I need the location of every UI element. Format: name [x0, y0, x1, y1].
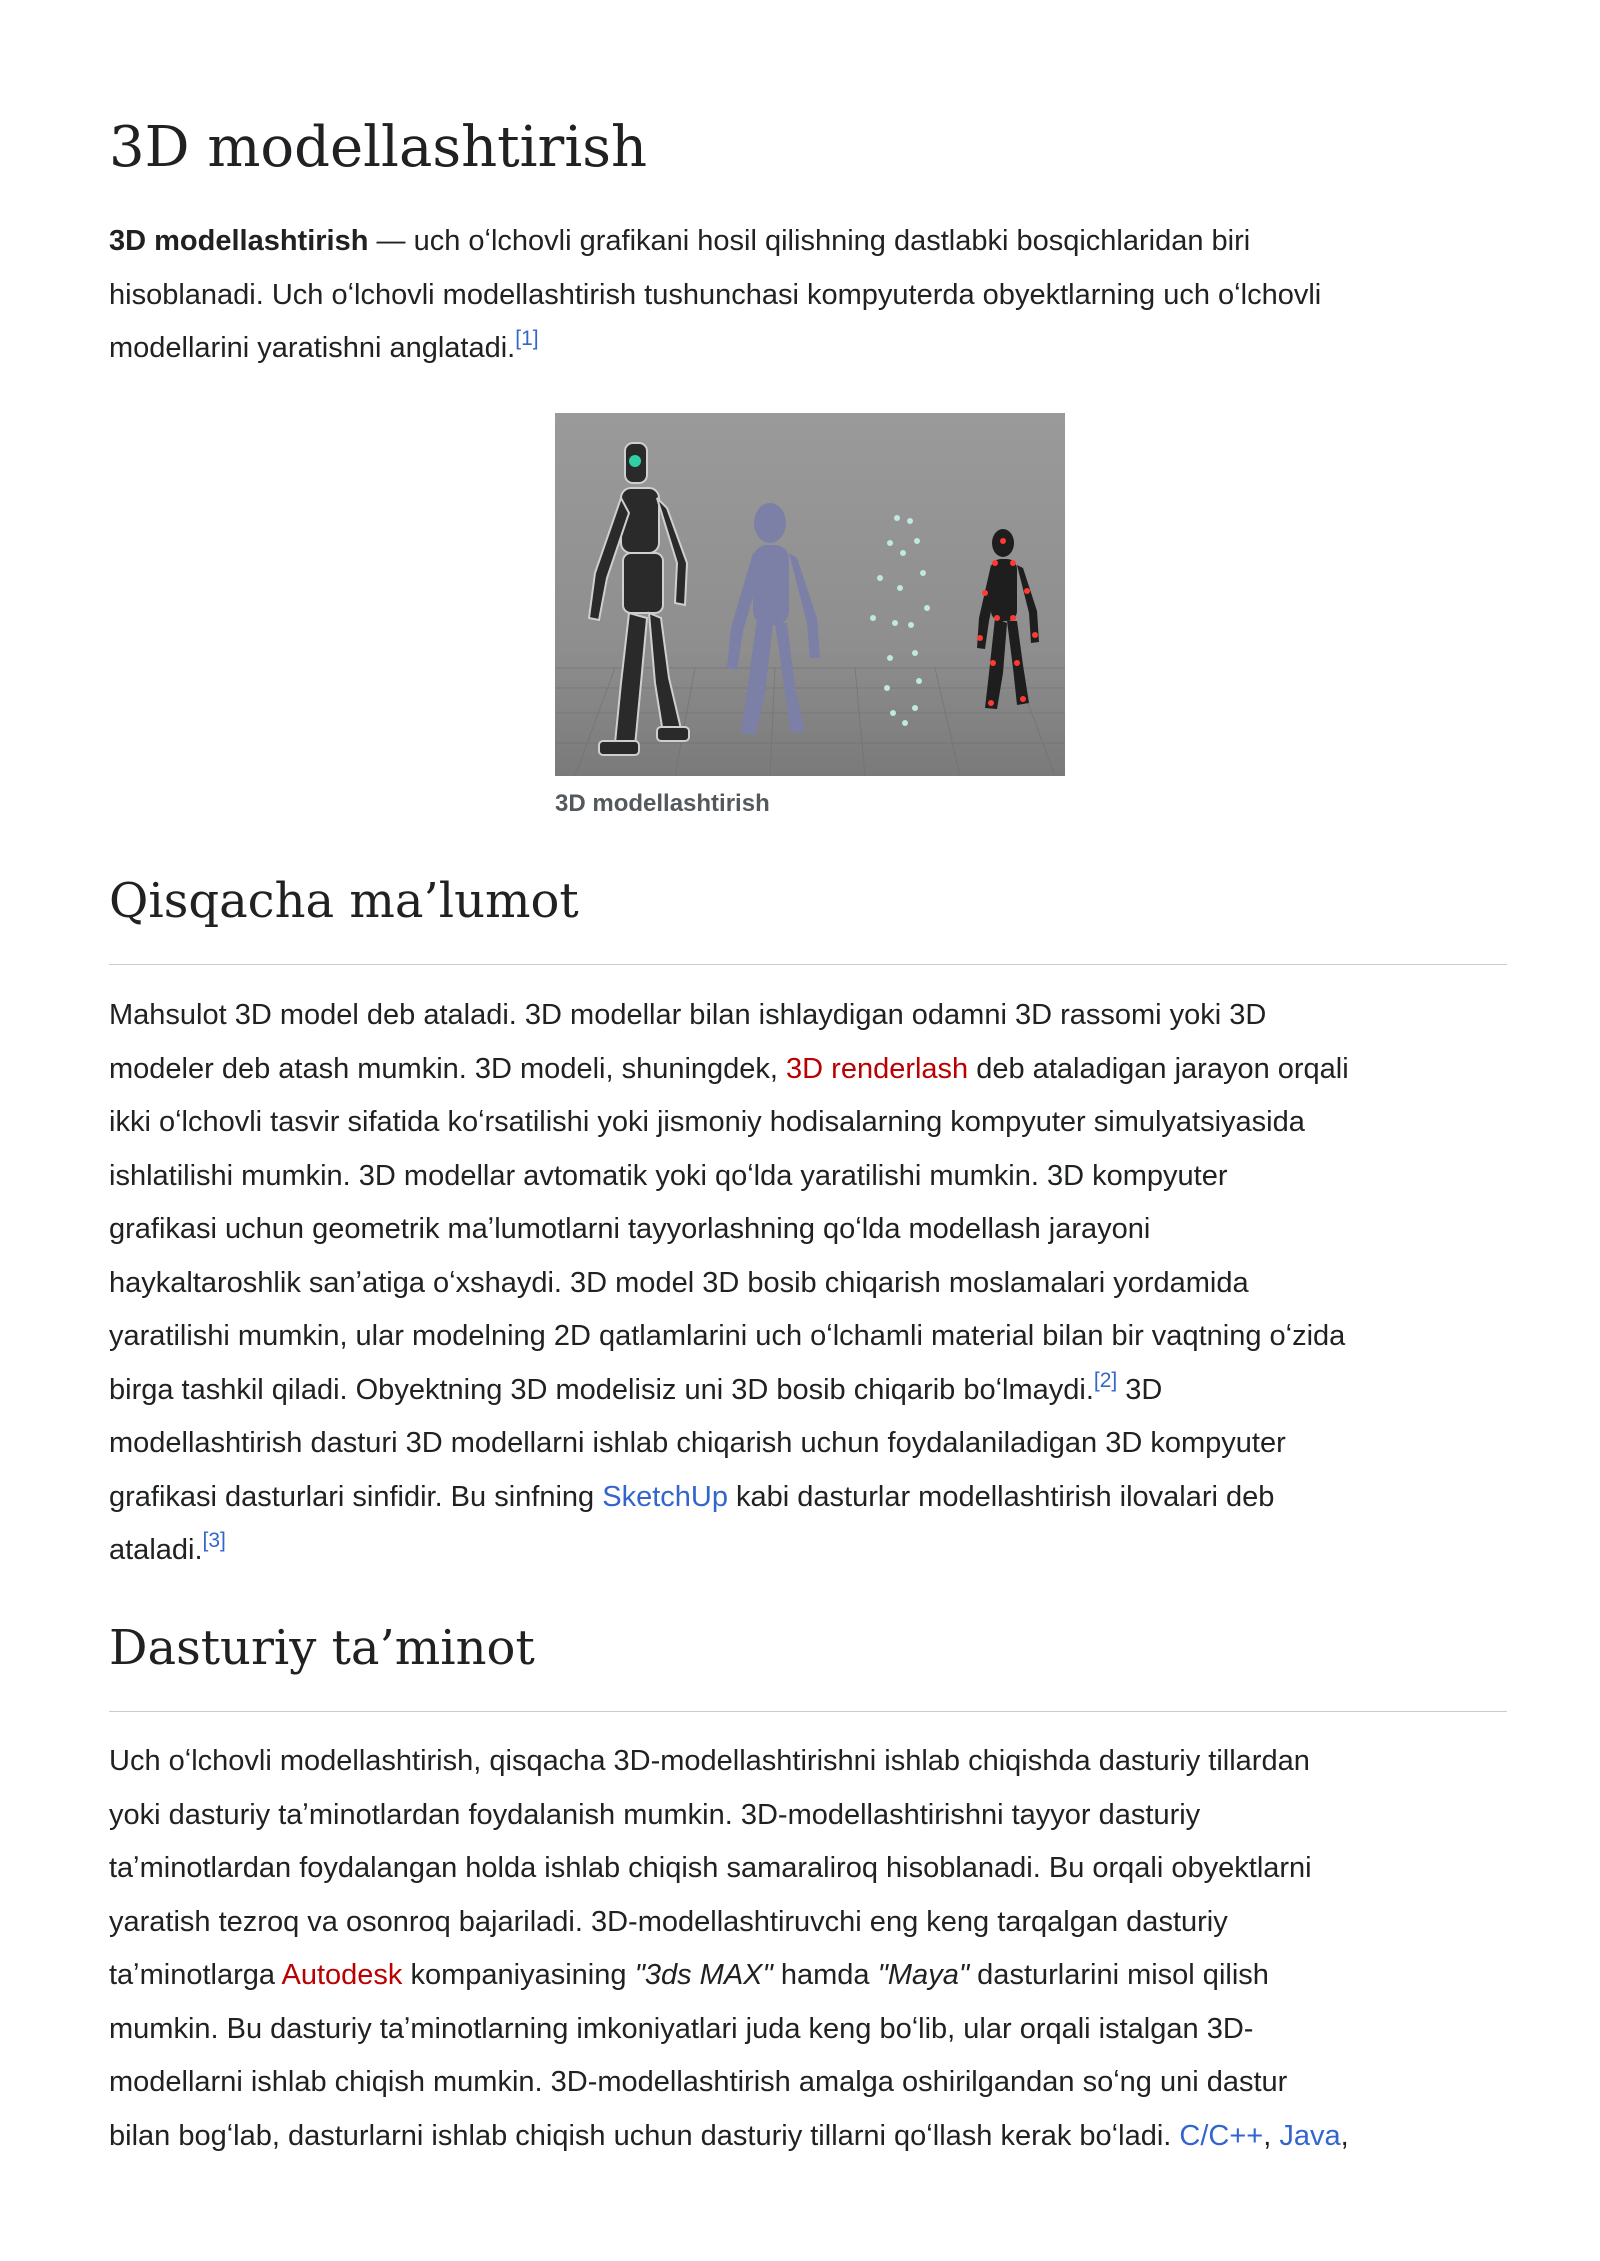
motion-capture-figures-image[interactable]: [555, 413, 1065, 776]
section-heading-dasturiy: Dasturiy ta’minot: [109, 1620, 535, 1676]
intro-paragraph: [109, 215, 1507, 376]
reference-1-link[interactable]: [1]: [515, 327, 539, 350]
section-divider: [109, 1711, 1507, 1712]
paragraph-text: ,: [1263, 2119, 1280, 2152]
paragraph-text: Mahsulot 3D model deb ataladi. 3D modellar bilan ishlaydigan odamni 3D rassomi yoki 3D modeler deb atash mumkin. 3D modeli, shuningdek,: [109, 999, 1267, 1085]
paragraph-text: 3D modellashtirish dasturi 3D modellarni ishlab chiqarish uchun foydalaniladigan 3D kompyuter grafikasi dasturlari sinfidir. Bu sinfning: [109, 1373, 1286, 1513]
paragraph-text: hamda: [772, 1959, 878, 1991]
section-dasturiy-paragraph: [109, 1735, 1507, 2163]
3d-renderlash-link[interactable]: 3D renderlash: [786, 1052, 969, 1085]
figure: [555, 413, 1065, 818]
autodesk-link[interactable]: Autodesk: [281, 1959, 403, 1991]
paragraph-text: deb ataladigan jarayon orqali ikki oʻlchovli tasvir sifatida koʻrsatilishi yoki jismoniy hodisalarning kompyuter simulyatsiyasida ishlatilishi mumkin. 3D modellar avtomatik yoki qoʻlda yaratilishi mumkin. 3D kompyuter grafikasi uchun geometrik maʼlumotlarni tayyorlashning qoʻlda modellash jarayoni haykaltaroshlik sanʼatiga oʻxshaydi. 3D model 3D bosib chiqarish moslamalari yordamida yaratilishi mumkin, ular modelning 2D qatlamlarini uch oʻlchamli material bilan bir vaqtning oʻzida birga tashkil qiladi. Obyektning 3D modelisiz uni 3D bosib chiqarib boʻlmaydi.: [109, 1052, 1349, 1406]
section-heading-qisqacha: Qisqacha ma’lumot: [109, 873, 579, 929]
section-qisqacha-paragraph: [109, 989, 1507, 1578]
section-divider: [109, 964, 1507, 965]
maya-text: "Maya": [877, 1959, 970, 1991]
paragraph-text: ,: [1340, 2119, 1349, 2152]
java-link[interactable]: Java: [1279, 2119, 1341, 2152]
paragraph-text: kompaniyasining: [402, 1959, 635, 1991]
sketchup-link[interactable]: SketchUp: [602, 1480, 728, 1513]
paragraph-text: dasturlarini misol qilish mumkin. Bu dasturiy taʼminotlarning imkoniyatlari juda keng boʻlib, ular orqali istalgan 3D- modellarni ishlab chiqish mumkin. 3D-modellashtirish amalga oshirilgandan soʻng uni dastur bilan bogʻlab, dasturlarni ishlab chiqish uchun dasturiy tillarni qoʻllash kerak boʻladi.: [109, 1959, 1288, 2152]
intro-bold-term: 3D modellashtirish: [109, 225, 369, 257]
reference-2-link[interactable]: [2]: [1093, 1368, 1118, 1392]
c-cpp-link[interactable]: C/C++: [1179, 2119, 1264, 2152]
paragraph-text: kabi dasturlar modellashtirish ilovalari deb ataladi.: [109, 1480, 1275, 1566]
reference-3-link[interactable]: [3]: [202, 1529, 226, 1552]
3ds-max-text: "3ds MAX": [634, 1959, 773, 1991]
figure-caption: 3D modellashtirish: [555, 790, 770, 817]
paragraph-text: Uch oʻlchovli modellashtirish, qisqacha 3D-modellashtirishni ishlab chiqishda dasturiy tillardan yoki dasturiy taʼminotlardan foydalanish mumkin. 3D-modellashtirishni tayyor dasturiy taʼminotlardan foydalangan holda ishlab chiqish samaraliroq hisoblanadi. Bu orqali obyektlarni yaratish tezroq va osonroq bajariladi. 3D-modellashtiruvchi eng keng tarqalgan dasturiy taʼminotlarga: [109, 1745, 1312, 1991]
intro-text: — uch oʻlchovli grafikani hosil qilishning dastlabki bosqichlaridan biri hisoblanadi. Uch oʻlchovli modellashtirish tushunchasi kompyuterda obyektlarning uch oʻlchovli modellarini yaratishni anglatadi.: [109, 225, 1322, 364]
page-title: 3D modellashtirish: [109, 115, 648, 180]
